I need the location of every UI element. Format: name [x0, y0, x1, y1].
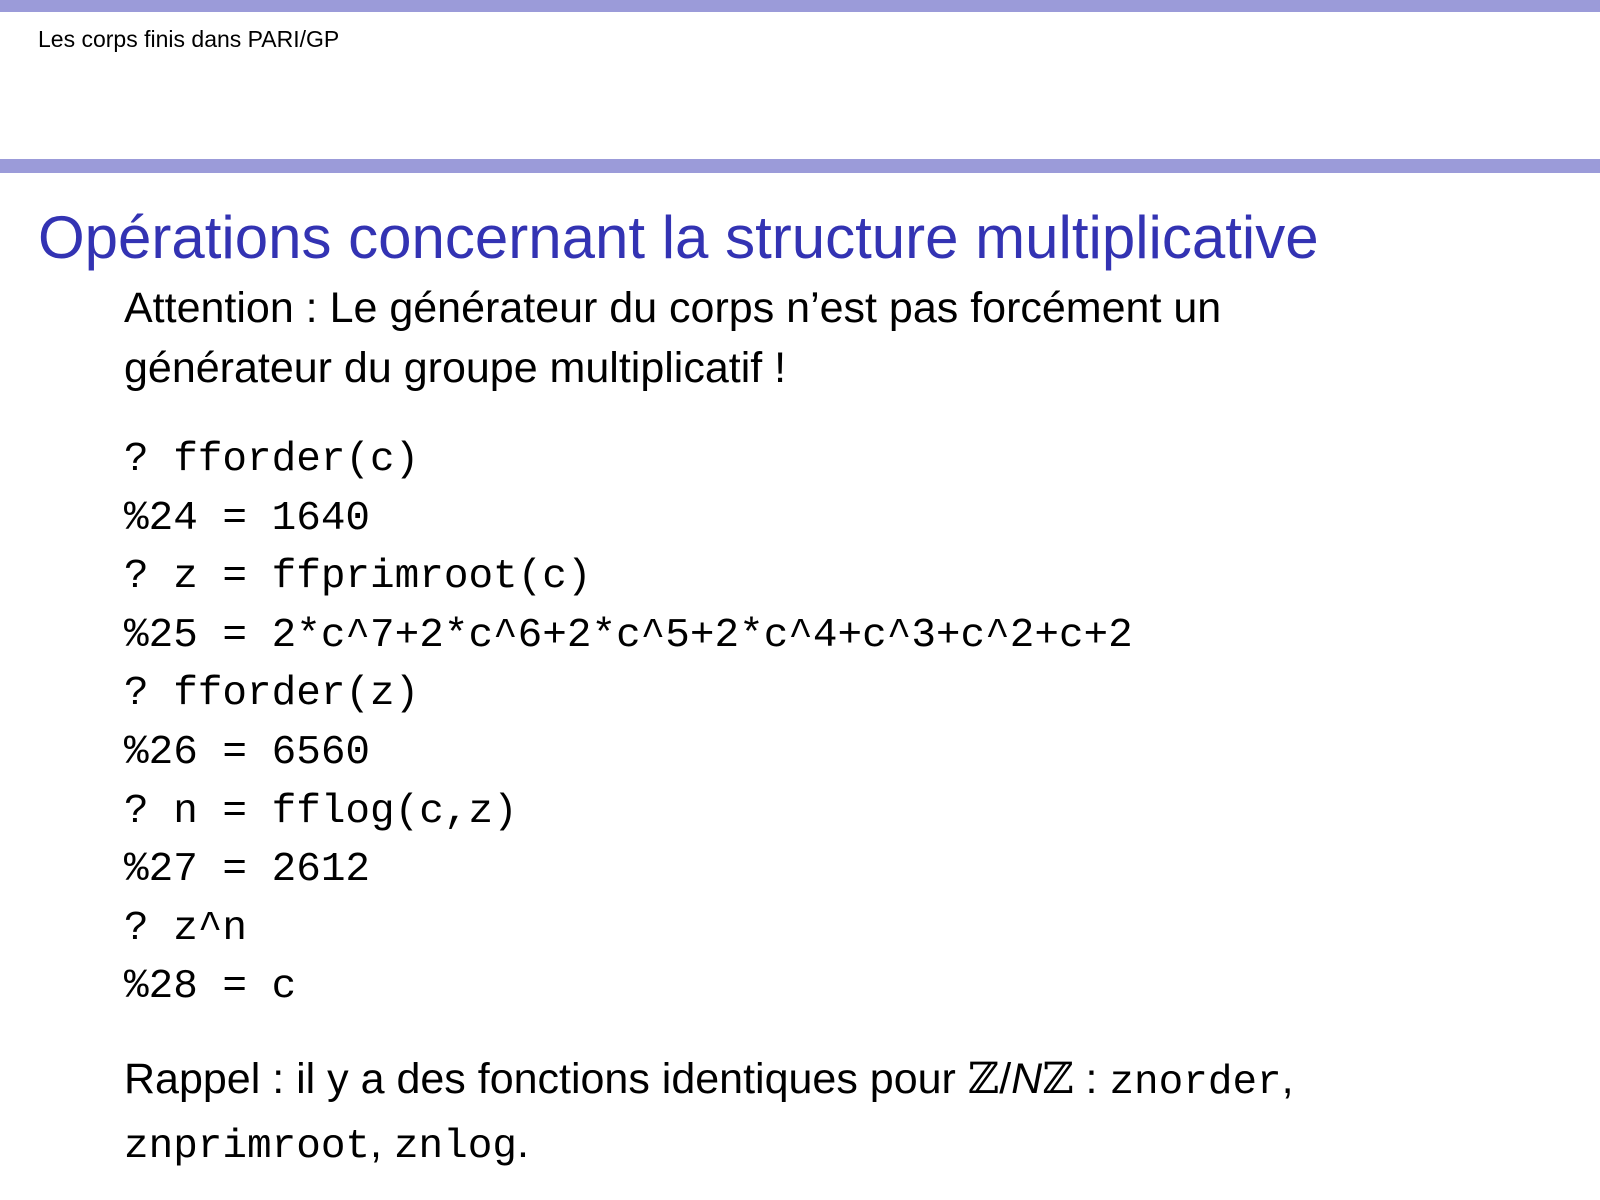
fn-znorder: znorder — [1109, 1060, 1282, 1106]
code-line: ? fforder(z) — [124, 671, 420, 718]
header-rule — [0, 159, 1600, 173]
attention-line-1: Attention : Le générateur du corps n’est pas forcément un — [124, 284, 1222, 332]
colon: : — [1073, 1055, 1110, 1103]
code-line: %28 = c — [124, 964, 297, 1011]
ring-z-symbol: ℤ — [1042, 1054, 1074, 1104]
code-line: %24 = 1640 — [124, 495, 371, 542]
code-line: %26 = 6560 — [124, 729, 371, 776]
rappel-line-1 — [124, 1049, 1294, 1113]
code-line: ? n = fflog(c,z) — [124, 788, 518, 835]
separator: , — [370, 1119, 394, 1167]
fn-znprimroot: znprimroot — [124, 1124, 371, 1170]
header-title: Les corps finis dans PARI/GP — [38, 26, 340, 52]
rappel-text — [124, 1049, 1294, 1177]
period: . — [516, 1119, 529, 1167]
code-line: %27 = 2612 — [124, 847, 371, 894]
rappel-prefix: Rappel : il y a des fonctions identiques pour — [124, 1055, 968, 1103]
ring-z-symbol: ℤ — [967, 1054, 1000, 1104]
attention-line-2: générateur du groupe multiplicatif ! — [124, 344, 787, 392]
top-accent-bar — [0, 0, 1600, 12]
slash: / — [999, 1055, 1012, 1103]
code-block — [124, 431, 1133, 1017]
code-line: ? z^n — [124, 905, 248, 952]
frame-title: Opérations concernant la structure multiplicative — [38, 204, 1319, 271]
attention-text — [124, 278, 1221, 398]
fn-znlog: znlog — [393, 1124, 517, 1170]
code-line: ? z = ffprimroot(c) — [124, 554, 592, 601]
code-line: ? fforder(c) — [124, 437, 420, 483]
rappel-line-2 — [124, 1113, 1294, 1177]
modulus-n: N — [1011, 1055, 1043, 1103]
separator: , — [1281, 1055, 1294, 1103]
code-line: %25 = 2*c^7+2*c^6+2*c^5+2*c^4+c^3+c^2+c+2 — [124, 612, 1133, 659]
